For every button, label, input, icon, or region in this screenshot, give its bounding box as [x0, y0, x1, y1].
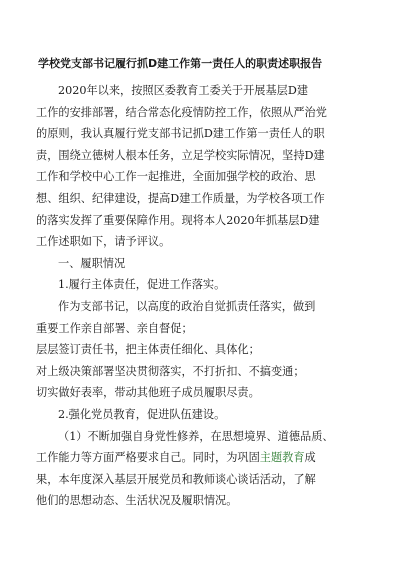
item-line: 切实做好表率，带动其他班子成员履职尽责。: [36, 386, 260, 400]
intro-line: 工作的安排部署，结合常态化疫情防控工作，依照从严治党: [36, 105, 327, 119]
intro-line: 的落实发挥了重要保障作用。现将本人2020年抓基层D建: [36, 213, 320, 227]
item-line-suffix: 成: [304, 451, 316, 465]
intro-line: 想、组织、纪律建设，提高D建工作质量，为学校各项工作: [36, 191, 325, 205]
item-line: 重要工作亲自部署、亲自督促；: [36, 321, 193, 335]
intro-line: 工作述职如下，请予评议。: [36, 235, 171, 249]
item-line: 作为支部书记，以高度的政治自觉抓责任落实，做到: [58, 299, 316, 313]
item-line: 对上级决策部署坚决贯彻落实，不打折扣、不搞变通；: [36, 364, 305, 378]
item-heading: 1.履行主体责任，促进工作落实。: [58, 278, 226, 292]
intro-paragraph: [36, 80, 376, 512]
section-heading: 一、履职情况: [58, 256, 126, 270]
item-line-prefix: 工作能力等方面严格要求自己。同时，为巩固: [36, 451, 260, 465]
intro-line: 的原则，我认真履行党支部书记抓D建工作第一责任人的职: [36, 127, 325, 141]
intro-line: 工作和学校中心工作一起推进，全面加强学校的政治、思: [36, 170, 316, 184]
intro-line: 2020年以来，按照区委教育工委关于开展基层D建: [58, 84, 309, 97]
highlighted-text: 主题教育: [259, 451, 305, 465]
intro-line: 责，围绕立德树人根本任务，立足学校实际情况，坚持D建: [36, 148, 325, 162]
item-heading: 2.强化党员教育，促进队伍建设。: [58, 407, 226, 421]
item-line: 层层签订责任书，把主体责任细化、具体化；: [36, 343, 260, 357]
item-line: （1）不断加强自身党性修养，在思想境界、道德品质、: [58, 429, 334, 443]
document-title: 学校党支部书记履行抓D建工作第一责任人的职责述职报告: [38, 57, 323, 70]
item-line: [36, 447, 376, 469]
item-line: 他们的思想动态、生活状况及履职情况。: [36, 494, 238, 508]
item-line: 果，本年度深入基层开展党员和教师谈心谈话活动，了解: [36, 472, 316, 486]
